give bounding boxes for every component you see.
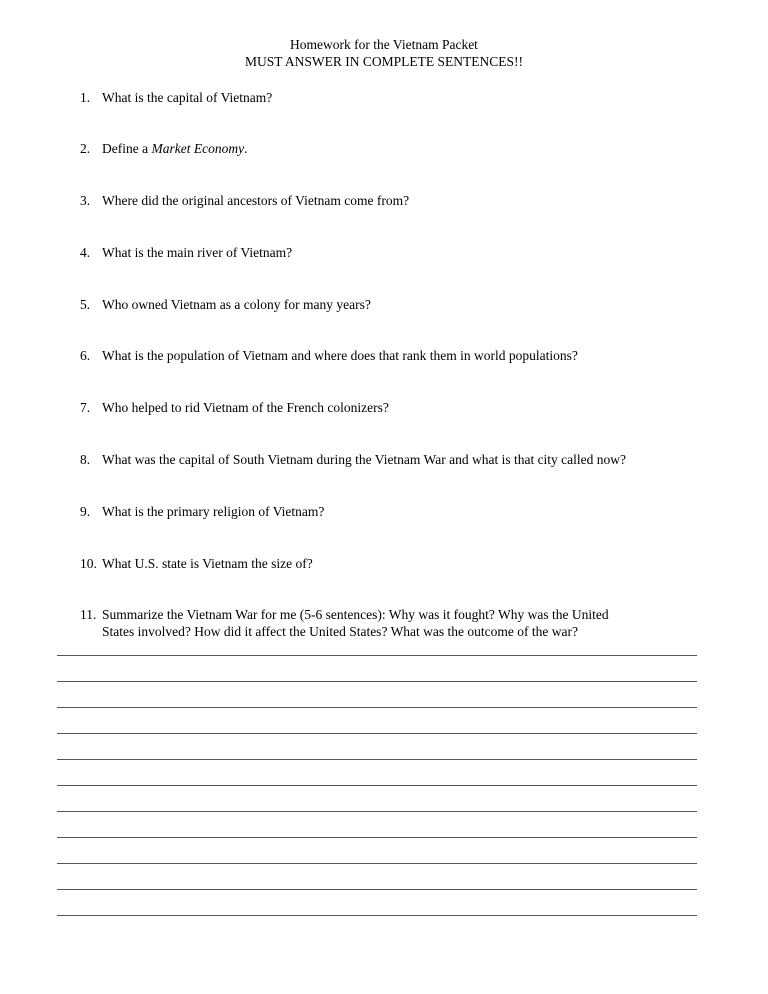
answer-line[interactable] [57, 915, 697, 916]
question-number: 3. [80, 193, 91, 208]
question-number: 10. [80, 556, 97, 571]
document-title: Homework for the Vietnam Packet [290, 37, 478, 52]
answer-line[interactable] [57, 733, 697, 734]
question-2 [80, 140, 720, 157]
question-number: 11. [80, 607, 97, 622]
answer-line[interactable] [57, 837, 697, 838]
question-text: Who owned Vietnam as a colony for many years? [102, 297, 371, 312]
question-text: What was the capital of South Vietnam during the Vietnam War and what is that city called now? [102, 452, 627, 467]
question-term-italic: Market Economy [151, 141, 245, 156]
answer-line[interactable] [57, 759, 697, 760]
answer-line[interactable] [57, 863, 697, 864]
question-8 [80, 451, 720, 468]
question-text: Define a [102, 141, 152, 156]
question-text: Who helped to rid Vietnam of the French colonizers? [102, 400, 389, 415]
question-6 [80, 347, 720, 364]
question-number: 2. [80, 141, 91, 156]
question-number: 7. [80, 400, 91, 415]
question-text: Where did the original ancestors of Vietnam come from? [102, 193, 410, 208]
question-text: What is the primary religion of Vietnam? [102, 504, 325, 519]
question-text: What U.S. state is Vietnam the size of? [102, 556, 313, 571]
question-number: 5. [80, 297, 91, 312]
answer-line[interactable] [57, 811, 697, 812]
question-number: 8. [80, 452, 91, 467]
answer-line[interactable] [57, 889, 697, 890]
answer-line[interactable] [57, 681, 697, 682]
question-4 [80, 244, 720, 261]
question-text: What is the capital of Vietnam? [102, 90, 273, 105]
question-11 [80, 606, 720, 640]
question-3 [80, 192, 720, 209]
answer-line[interactable] [57, 785, 697, 786]
answer-line[interactable] [57, 655, 697, 656]
question-9 [80, 503, 720, 520]
document-instruction: MUST ANSWER IN COMPLETE SENTENCES!! [244, 54, 523, 69]
answer-line[interactable] [57, 707, 697, 708]
question-7 [80, 399, 720, 416]
question-text-end: . [244, 141, 248, 156]
question-text-continued: States involved? How did it affect the United States? What was the outcome of the war? [102, 624, 578, 639]
question-5 [80, 296, 720, 313]
question-number: 4. [80, 245, 91, 260]
question-number: 6. [80, 348, 91, 363]
question-text: Summarize the Vietnam War for me (5-6 sentences): Why was it fought? Why was the United [102, 607, 609, 622]
question-10 [80, 555, 720, 572]
question-number: 9. [80, 504, 91, 519]
question-text: What is the population of Vietnam and where does that rank them in world populations? [102, 348, 578, 363]
question-text: What is the main river of Vietnam? [102, 245, 293, 260]
question-1 [80, 89, 720, 106]
question-number: 1. [80, 90, 91, 105]
